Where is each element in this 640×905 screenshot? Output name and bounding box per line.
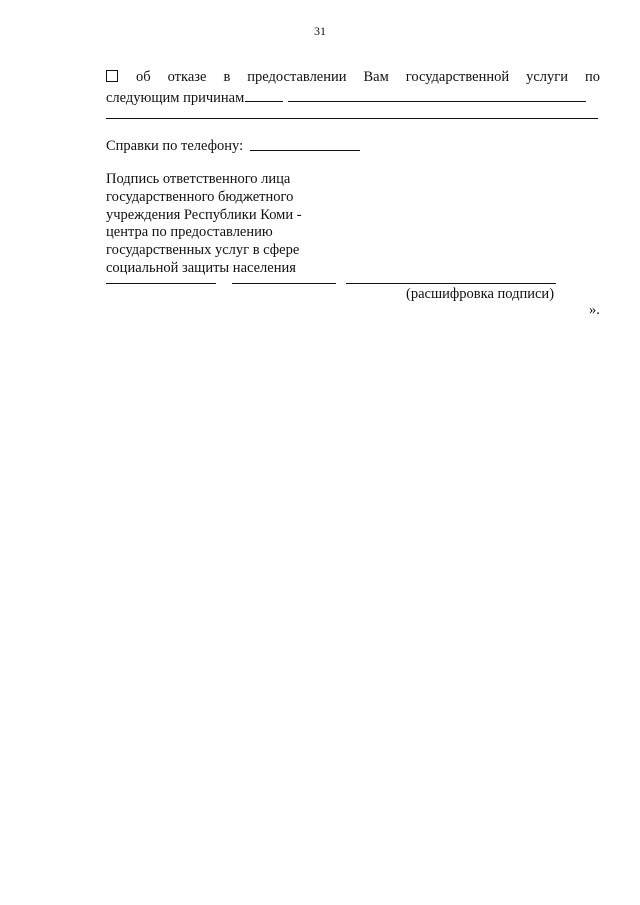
refusal-word: по	[584, 69, 600, 85]
refusal-reasons-line	[106, 89, 244, 107]
signature-label-line: государственного бюджетного	[106, 188, 294, 205]
refusal-text	[136, 68, 600, 86]
signature-label-line: центра по предоставлению	[106, 224, 273, 241]
position-blank[interactable]	[106, 283, 216, 284]
refusal-option	[106, 68, 600, 86]
signature-label-line: государственных услуг в сфере	[106, 242, 300, 259]
signature-label	[106, 171, 346, 278]
signature-label-line: социальной защиты населения	[106, 259, 296, 276]
refusal-reasons-blank-line[interactable]	[106, 118, 598, 119]
refusal-word: государственной	[405, 69, 510, 85]
refusal-word: предоставлении	[247, 69, 347, 85]
refusal-word: услуги	[526, 69, 568, 85]
refusal-word: в	[223, 69, 231, 85]
refusal-word: об	[136, 69, 151, 85]
phone-row	[106, 137, 243, 155]
page-number: 31	[314, 24, 326, 38]
signature-blank[interactable]	[232, 283, 336, 284]
refusal-reasons-blank[interactable]	[245, 101, 283, 102]
signature-decode-caption: (расшифровка подписи)	[406, 286, 555, 302]
refusal-reasons-label: следующим причинам	[106, 90, 245, 106]
refusal-checkbox[interactable]	[106, 70, 118, 82]
closing-quote: ».	[589, 302, 600, 318]
refusal-word: Вам	[363, 69, 389, 85]
signature-decode-blank[interactable]	[346, 283, 556, 284]
phone-label: Справки по телефону:	[106, 138, 244, 154]
refusal-reasons-blank[interactable]	[288, 101, 586, 102]
refusal-word: отказе	[167, 69, 207, 85]
phone-blank[interactable]	[250, 150, 360, 151]
signature-label-line: Подпись ответственного лица	[106, 171, 291, 187]
signature-label-line: учреждения Республики Коми -	[106, 206, 302, 223]
